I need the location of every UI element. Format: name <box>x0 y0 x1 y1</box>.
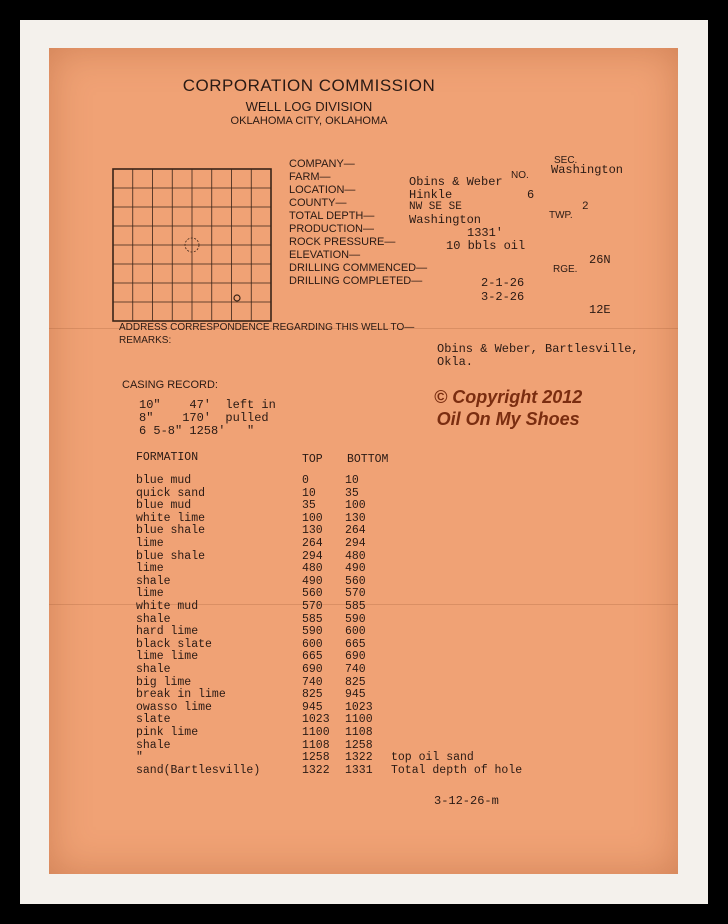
top-depth: 945 <box>302 700 323 714</box>
label-location: LOCATION— <box>289 184 356 196</box>
bottom-depth: 665 <box>345 637 366 651</box>
formation-name: shale <box>136 738 171 752</box>
well-log-document <box>49 48 678 874</box>
bottom-depth: 35 <box>345 486 359 500</box>
formation-name: blue shale <box>136 524 206 538</box>
company-value: Obins & Weber <box>409 175 503 189</box>
bottom-depth: 294 <box>345 537 366 550</box>
row-note: top oil sand <box>391 751 474 765</box>
footer-date: 3-12-26-m <box>434 794 499 808</box>
farm-value: Hinkle <box>409 188 453 202</box>
top-depth: 35 <box>302 499 316 513</box>
location-value: NW SE SE <box>409 201 462 213</box>
top-header: TOP <box>302 453 323 466</box>
table-row <box>49 537 678 550</box>
top-depth: 1100 <box>302 726 330 739</box>
top-depth: 585 <box>302 612 323 626</box>
twp-label: TWP. <box>549 210 573 221</box>
bottom-depth: 600 <box>345 625 366 639</box>
bottom-depth: 945 <box>345 688 366 702</box>
total-depth-value: 1331' <box>467 226 504 240</box>
top-depth: 100 <box>302 511 323 525</box>
sec-value: Washington <box>551 163 624 177</box>
table-row <box>49 600 678 613</box>
casing-line-3: 6 5-8" 1258' " <box>139 424 255 438</box>
top-depth: 480 <box>302 562 323 576</box>
top-depth: 690 <box>302 663 323 676</box>
bottom-depth: 740 <box>345 663 366 676</box>
table-row <box>49 575 678 588</box>
top-depth: 10 <box>302 486 316 500</box>
table-row <box>49 726 678 739</box>
formation-name: quick sand <box>136 486 206 500</box>
bottom-depth: 1100 <box>345 713 373 727</box>
top-depth: 294 <box>302 549 323 563</box>
top-depth: 490 <box>302 574 323 588</box>
top-depth: 665 <box>302 650 323 664</box>
formation-name: shale <box>136 574 171 588</box>
table-row <box>49 676 678 689</box>
bottom-depth: 100 <box>345 499 366 513</box>
table-row <box>49 739 678 752</box>
section-plat-grid <box>112 168 272 322</box>
bottom-depth: 1258 <box>345 738 373 752</box>
table-row <box>49 562 678 575</box>
table-row <box>49 764 678 777</box>
casing-line-1: 10" 47' left in <box>139 398 276 412</box>
top-depth: 825 <box>302 688 323 702</box>
table-row <box>49 487 678 500</box>
table-row <box>49 688 678 701</box>
top-depth: 130 <box>302 524 323 538</box>
label-county: COUNTY— <box>289 197 347 209</box>
table-row <box>49 751 678 764</box>
table-row <box>49 587 678 600</box>
table-row <box>49 499 678 512</box>
top-depth: 740 <box>302 675 323 689</box>
row-note: Total depth of hole <box>391 763 523 777</box>
top-depth: 560 <box>302 587 323 601</box>
copyright-line: © Copyright 2012 <box>434 387 583 407</box>
table-row <box>49 638 678 651</box>
bottom-header: BOTTOM <box>347 453 389 466</box>
table-row <box>49 613 678 626</box>
label-company: COMPANY— <box>289 158 355 170</box>
bottom-depth: 1108 <box>345 726 373 739</box>
formation-name: lime <box>136 587 164 601</box>
table-row <box>49 650 678 663</box>
extra-range-value: 12E <box>589 303 611 317</box>
casing-line-2: 8" 170' pulled <box>139 411 269 425</box>
bottom-depth: 1322 <box>345 751 373 765</box>
address-label: ADDRESS CORRESPONDENCE REGARDING THIS WELL TO— <box>119 322 415 333</box>
document-title: CORPORATION COMMISSION <box>182 76 436 95</box>
formation-name: " <box>136 751 143 765</box>
bottom-depth: 130 <box>345 511 366 525</box>
bottom-depth: 590 <box>345 612 366 626</box>
formation-name: white mud <box>136 600 199 613</box>
table-row <box>49 474 678 487</box>
casing-label: CASING RECORD: <box>122 379 218 391</box>
address-line-2: Okla. <box>437 355 474 369</box>
rge-value: 26N <box>589 253 611 267</box>
bottom-depth: 480 <box>345 549 366 563</box>
bottom-depth: 690 <box>345 650 366 664</box>
label-farm: FARM— <box>289 171 331 183</box>
top-depth: 600 <box>302 637 323 651</box>
production-value: 10 bbls oil <box>446 239 526 253</box>
completed-value: 3-2-26 <box>481 290 525 304</box>
table-row <box>49 701 678 714</box>
bottom-depth: 10 <box>345 474 359 487</box>
top-depth: 264 <box>302 537 323 550</box>
bottom-depth: 585 <box>345 600 366 613</box>
formation-name: lime <box>136 562 164 576</box>
county-value: Washington <box>409 213 482 227</box>
bottom-depth: 825 <box>345 675 366 689</box>
formation-name: white lime <box>136 511 206 525</box>
division-title: WELL LOG DIVISION <box>245 99 373 114</box>
top-depth: 590 <box>302 625 323 639</box>
remarks-label: REMARKS: <box>119 335 172 346</box>
copyright-watermark <box>434 386 582 430</box>
top-depth: 570 <box>302 600 323 613</box>
watermark-brand: Oil On My Shoes <box>436 409 580 429</box>
formation-name: sand(Bartlesville) <box>136 763 261 777</box>
formation-name: blue mud <box>136 474 192 487</box>
formation-name: lime <box>136 537 164 550</box>
label-rock-pressure: ROCK PRESSURE— <box>289 236 396 248</box>
formation-name: big lime <box>136 675 192 689</box>
top-depth: 0 <box>302 474 309 487</box>
bottom-depth: 1331 <box>345 763 373 777</box>
office-location: OKLAHOMA CITY, OKLAHOMA <box>230 115 388 127</box>
label-production: PRODUCTION— <box>289 223 374 235</box>
formation-name: shale <box>136 612 171 626</box>
formation-name: owasso lime <box>136 700 212 714</box>
formation-name: hard lime <box>136 625 199 639</box>
top-depth: 1023 <box>302 713 330 727</box>
no-label: NO. <box>511 170 529 181</box>
formation-header: FORMATION <box>136 451 199 464</box>
table-row <box>49 713 678 726</box>
formation-name: break in lime <box>136 688 226 702</box>
formation-name: blue shale <box>136 549 206 563</box>
label-drilling-commenced: DRILLING COMMENCED— <box>289 262 428 274</box>
table-row <box>49 512 678 525</box>
table-row <box>49 663 678 676</box>
top-depth: 1258 <box>302 751 330 765</box>
address-line-1: Obins & Weber, Bartlesville, <box>437 342 639 356</box>
bottom-depth: 1023 <box>345 700 373 714</box>
label-total-depth: TOTAL DEPTH— <box>289 210 375 222</box>
label-drilling-completed: DRILLING COMPLETED— <box>289 275 423 287</box>
bottom-depth: 560 <box>345 574 366 588</box>
formation-name: slate <box>136 713 171 727</box>
formation-name: black slate <box>136 637 212 651</box>
bottom-depth: 490 <box>345 562 366 576</box>
bottom-depth: 570 <box>345 587 366 601</box>
formation-name: lime lime <box>136 650 199 664</box>
top-depth: 1322 <box>302 763 330 777</box>
twp-value: 2 <box>582 201 589 213</box>
table-row <box>49 625 678 638</box>
top-depth: 1108 <box>302 738 330 752</box>
table-row <box>49 550 678 563</box>
formation-name: shale <box>136 663 171 676</box>
label-elevation: ELEVATION— <box>289 249 361 261</box>
table-row <box>49 524 678 537</box>
formation-name: blue mud <box>136 499 192 513</box>
commenced-value: 2-1-26 <box>481 276 525 290</box>
rge-label: RGE. <box>553 264 578 275</box>
sec-label: SEC. <box>554 155 578 166</box>
formation-name: pink lime <box>136 726 199 739</box>
no-value: 6 <box>527 188 535 202</box>
bottom-depth: 264 <box>345 524 366 538</box>
